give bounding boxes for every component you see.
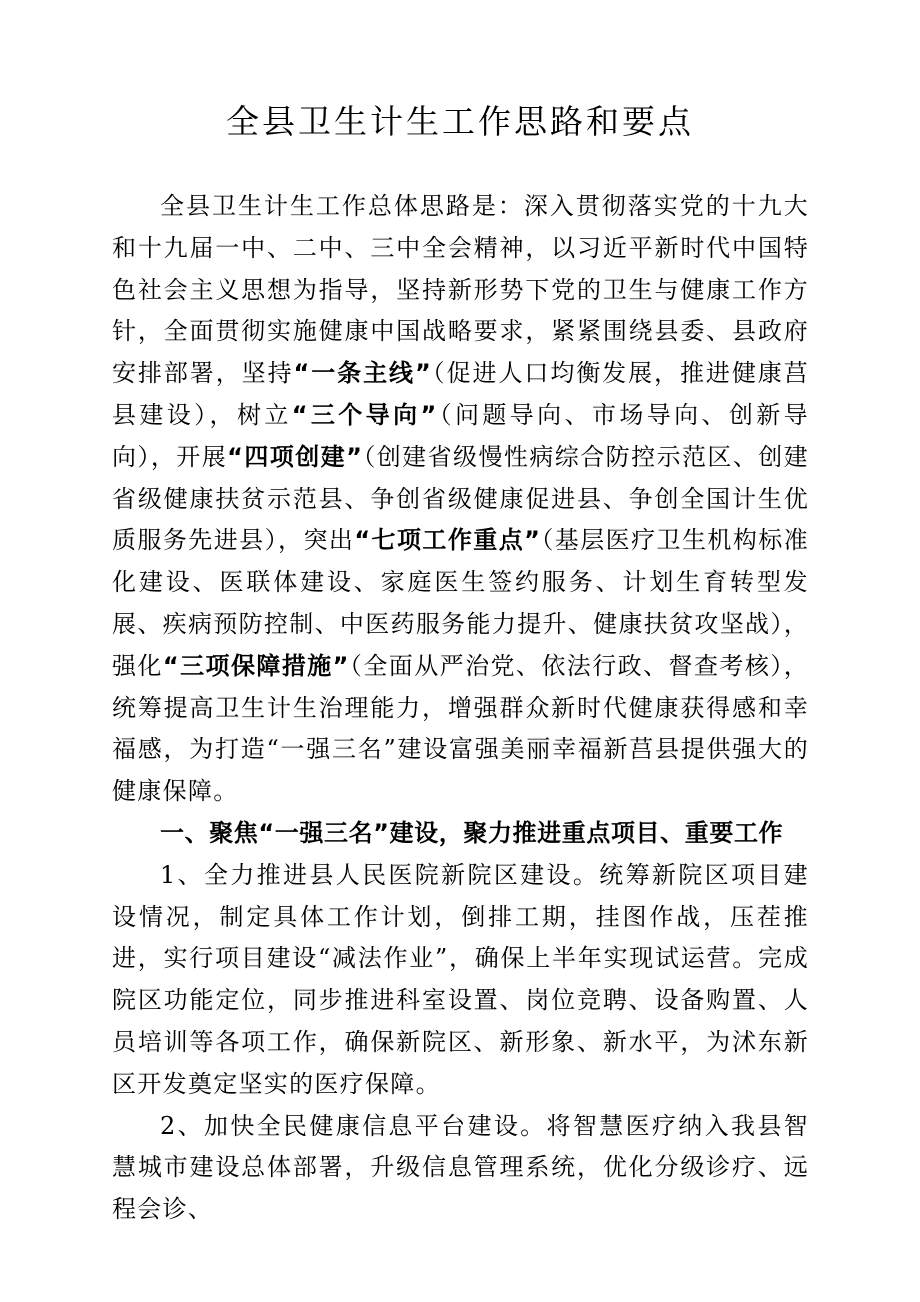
section-1-item-2: 2、加快全民健康信息平台建设。将智慧医疗纳入我县智慧城市建设总体部署，升级信息管理系统，优化分级诊疗、远程会诊、 bbox=[112, 1111, 809, 1224]
section-1-item-1: 1、全力推进县人民医院新院区建设。统筹新院区项目建设情况，制定具体工作计划，倒排工期，挂图作战，压茬推进，实行项目建设“减法作业”，确保上半年实现试运营。完成院区功能定位，同步推进科室设置、岗位竞聘、设备购置、人员培训等各项工作，确保新院区、新形象、新水平，为沭东新区开发奠定坚实的医疗保障。 bbox=[112, 860, 809, 1098]
intro-text-1: 全县卫生计生工作总体思路是：深入贯彻落实党的十九大和十九届一中、二中、三中全会精神，以习近平新时代中国特色社会主义思想为指导，坚持新形势下党的卫生与健康工作方针，全面贯彻实施健康中国战略要求，紧紧围绕县委、县政府安排部署，坚持 bbox=[112, 192, 809, 388]
intro-text-4: （创建省级慢性病综合防控示范区、创建省级健康扶贫示范县、争创省级健康促进县、争创全国计生优质服务先进县），突出 bbox=[112, 442, 809, 555]
keyword-one-main-line: “一条主线” bbox=[293, 359, 433, 388]
intro-text-3: （问题导向、市场导向、创新导向），开展 bbox=[112, 400, 809, 471]
document-title: 全县卫生计生工作思路和要点 bbox=[226, 102, 694, 141]
intro-text-2: （促进人口均衡发展，推进健康莒县建设），树立 bbox=[112, 359, 809, 429]
keyword-three-safeguards: “三项保障措施” bbox=[162, 651, 350, 680]
section-1-heading: 一、聚焦“一强三名”建设，聚力推进重点项目、重要工作 bbox=[160, 818, 784, 847]
document-body bbox=[112, 186, 809, 1231]
keyword-three-orientations: “三个导向” bbox=[291, 400, 438, 429]
intro-paragraph bbox=[112, 186, 809, 813]
intro-text-5: （基层医疗卫生机构标准化建设、医联体建设、家庭医生签约服务、计划生育转型发展、疾病预防控制、中医药服务能力提升、健康扶贫攻坚战），强化 bbox=[112, 526, 810, 680]
keyword-four-creations: “四项创建” bbox=[227, 442, 364, 471]
keyword-seven-priorities: “七项工作重点” bbox=[354, 526, 542, 555]
intro-text-6: （全面从严治党、依法行政、督查考核），统筹提高卫生计生治理能力，增强群众新时代健康获得感和幸福感，为打造“一强三名”建设富强美丽幸福新莒县提供强大的健康保障。 bbox=[112, 651, 809, 806]
